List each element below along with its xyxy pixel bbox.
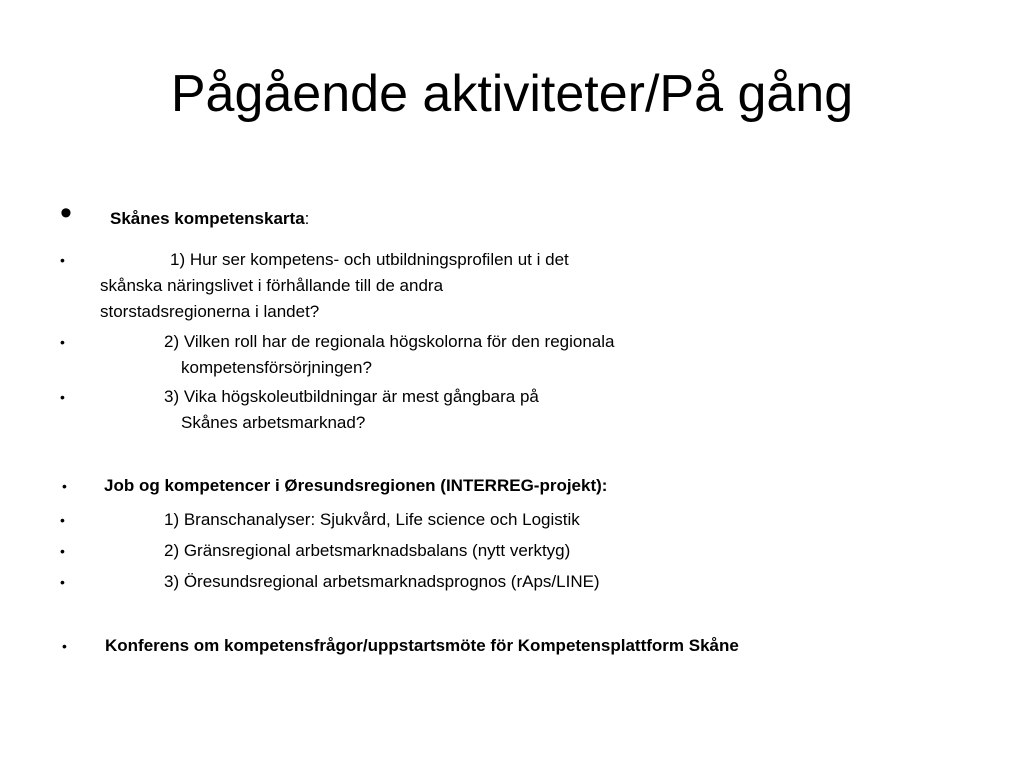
section-heading-text: Skånes kompetenskarta bbox=[110, 209, 305, 228]
bullet: • bbox=[60, 334, 65, 350]
list-item-line: kompetensförsörjningen? bbox=[181, 358, 372, 377]
list-item: 2) Gränsregional arbetsmarknadsbalans (nytt verktyg) bbox=[164, 541, 571, 560]
list-item-line: 1) Hur ser kompetens- och utbildningsprofilen ut i det bbox=[170, 250, 569, 269]
section-heading-suffix: : bbox=[304, 209, 310, 228]
section-heading-konferens: Konferens om kompetensfrågor/uppstartsmöte för Kompetensplattform Skåne bbox=[105, 636, 739, 655]
list-item: 3) Öresundsregional arbetsmarknadsprognos (rAps/LINE) bbox=[164, 572, 600, 591]
list-item-line: 3) Vika högskoleutbildningar är mest gångbara på bbox=[164, 387, 539, 406]
bullet: • bbox=[60, 389, 65, 405]
list-item-line: Skånes arbetsmarknad? bbox=[181, 413, 366, 432]
list-item-line: 2) Vilken roll har de regionala högskolorna för den regionala bbox=[164, 332, 615, 351]
bullet: • bbox=[62, 638, 67, 654]
slide-title: Pågående aktiviteter/På gång bbox=[170, 65, 854, 123]
bullet: • bbox=[60, 252, 65, 268]
bullet: • bbox=[60, 543, 65, 559]
bullet: • bbox=[60, 512, 65, 528]
bullet: • bbox=[62, 478, 67, 494]
bullet-large: • bbox=[60, 194, 72, 232]
bullet: • bbox=[60, 574, 65, 590]
list-item: 1) Branschanalyser: Sjukvård, Life science och Logistik bbox=[164, 510, 580, 529]
list-item-line: skånska näringslivet i förhållande till de andra bbox=[100, 276, 444, 295]
list-item-line: storstadsregionerna i landet? bbox=[100, 302, 320, 321]
section-heading-interreg: Job og kompetencer i Øresundsregionen (INTERREG-projekt): bbox=[104, 476, 608, 495]
section-heading-kompetenskarta bbox=[110, 206, 309, 232]
